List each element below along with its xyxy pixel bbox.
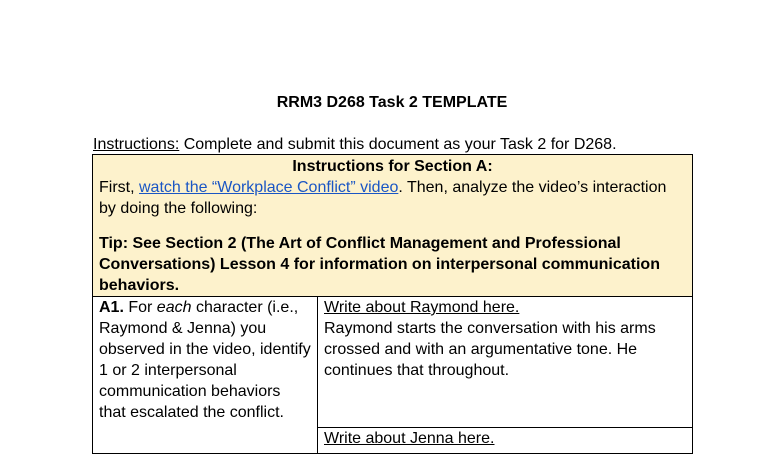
instructions-label: Instructions: [93,136,180,153]
section-a-instructions [93,155,693,297]
jenna-answer-box[interactable] [318,428,692,449]
page-title: RRM3 D268 Task 2 TEMPLATE [276,94,508,111]
a1-emphasis: each [156,299,192,316]
instructions-line [93,135,617,155]
instructions-text: Complete and submit this document as your Task 2 for D268. [179,136,617,153]
a1-prompt: character (i.e., Raymond & Jenna) you observed in the video, identify 1 or 2 interpersonal communication behaviors that escalated the conflict. [99,299,311,421]
section-a-intro: First, watch the “Workplace Conflict” video. Then, analyze the video’s interaction by doing the following: [99,179,667,217]
a1-answer-cell [318,297,693,454]
section-a-tip: Tip: See Section 2 (The Art of Conflict Management and Professional Conversations) Lesson 4 for information on interpersonal communication behaviors. [99,235,660,294]
video-link[interactable]: watch the “Workplace Conflict” video [139,179,399,196]
raymond-answer: Raymond starts the conversation with his arms crossed and with an argumentative tone. He continues that throughout. [324,320,656,379]
raymond-answer-box[interactable] [318,297,692,428]
a1-question-cell: A1. For each character (i.e., Raymond & Jenna) you observed in the video, identify 1 or 2 interpersonal communication behaviors that escalated the conflict. [93,297,318,454]
raymond-heading: Write about Raymond here. [324,299,520,316]
section-a-heading: Instructions for Section A: [292,158,493,175]
task-table [92,154,693,454]
a1-number: A1. [99,299,124,316]
jenna-heading: Write about Jenna here. [324,430,495,447]
